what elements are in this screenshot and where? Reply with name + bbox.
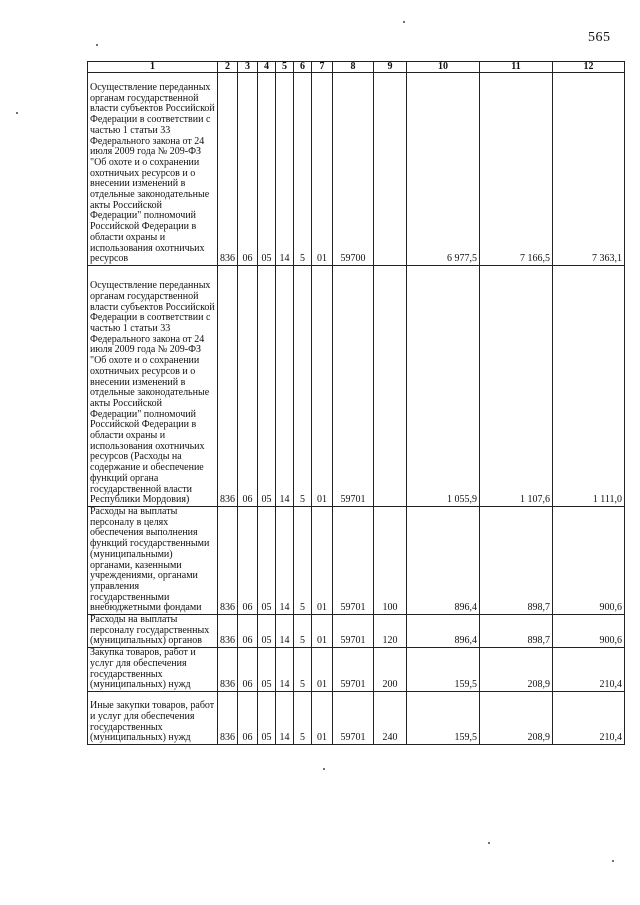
section-code: 06 — [238, 615, 258, 648]
scan-speck — [96, 44, 98, 46]
subsection-code: 05 — [258, 507, 276, 615]
section-code: 06 — [238, 648, 258, 692]
direction-code: 59701 — [333, 507, 374, 615]
subsection-code: 05 — [258, 615, 276, 648]
subprogram-code: 5 — [294, 691, 312, 744]
amount-col-11: 208,9 — [480, 691, 553, 744]
table-row — [88, 648, 625, 692]
section-code: 06 — [238, 691, 258, 744]
header-col-4: 4 — [258, 62, 276, 73]
subprogram-code: 5 — [294, 615, 312, 648]
subsection-code: 05 — [258, 73, 276, 266]
expense-type-code — [374, 73, 407, 266]
header-col-3: 3 — [238, 62, 258, 73]
amount-col-11: 898,7 — [480, 507, 553, 615]
header-row — [88, 62, 625, 73]
direction-code: 59701 — [333, 648, 374, 692]
table-body — [88, 73, 625, 745]
expense-name: Осуществление переданных органам государственной власти субъектов Российской Федерации в соответствии с частью 1 статьи 33 Федерального закона от 24 июля 2009 года № 209-ФЗ "Об охоте и о сохранении охотничьих ресурсов и о внесении изменений в отдельные законодательные акты Российской Федерации" полномочий Российской Федерации в области охраны и использования охотничьих ресурсов (Расходы на содержание и обеспечение функций органа государственной власти Республики Мордовия) — [88, 266, 218, 507]
expense-type-code: 200 — [374, 648, 407, 692]
amount-col-12: 210,4 — [553, 691, 625, 744]
table-row — [88, 691, 625, 744]
scan-speck — [16, 112, 18, 114]
header-col-8: 8 — [333, 62, 374, 73]
expense-type-code: 100 — [374, 507, 407, 615]
table-header — [88, 62, 625, 73]
amount-col-10: 159,5 — [407, 648, 480, 692]
amount-col-12: 210,4 — [553, 648, 625, 692]
direction-code: 59701 — [333, 615, 374, 648]
section-code: 06 — [238, 73, 258, 266]
program-code: 14 — [276, 691, 294, 744]
subprogram-code: 5 — [294, 648, 312, 692]
amount-col-10: 159,5 — [407, 691, 480, 744]
subprogram-code: 5 — [294, 507, 312, 615]
table-row — [88, 507, 625, 615]
event-code: 01 — [312, 615, 333, 648]
direction-code: 59701 — [333, 691, 374, 744]
scan-speck — [403, 21, 405, 23]
expense-type-code — [374, 266, 407, 507]
amount-col-10: 1 055,9 — [407, 266, 480, 507]
table-row — [88, 615, 625, 648]
expense-type-code: 240 — [374, 691, 407, 744]
expense-type-code: 120 — [374, 615, 407, 648]
page-number: 565 — [588, 30, 611, 45]
subprogram-code: 5 — [294, 266, 312, 507]
scan-speck — [612, 860, 614, 862]
event-code: 01 — [312, 691, 333, 744]
ministry-code: 836 — [218, 266, 238, 507]
program-code: 14 — [276, 266, 294, 507]
amount-col-12: 7 363,1 — [553, 73, 625, 266]
ministry-code: 836 — [218, 648, 238, 692]
header-col-11: 11 — [480, 62, 553, 73]
expense-name: Расходы на выплаты персоналу государственных (муниципальных) органов — [88, 615, 218, 648]
event-code: 01 — [312, 73, 333, 266]
amount-col-11: 7 166,5 — [480, 73, 553, 266]
subsection-code: 05 — [258, 691, 276, 744]
direction-code: 59701 — [333, 266, 374, 507]
event-code: 01 — [312, 648, 333, 692]
table-row — [88, 266, 625, 507]
scan-speck — [488, 842, 490, 844]
expense-name: Иные закупки товаров, работ и услуг для обеспечения государственных (муниципальных) нужд — [88, 691, 218, 744]
ministry-code: 836 — [218, 73, 238, 266]
expense-name: Закупка товаров, работ и услуг для обеспечения государственных (муниципальных) нужд — [88, 648, 218, 692]
header-col-2: 2 — [218, 62, 238, 73]
header-col-10: 10 — [407, 62, 480, 73]
amount-col-12: 1 111,0 — [553, 266, 625, 507]
program-code: 14 — [276, 507, 294, 615]
amount-col-10: 6 977,5 — [407, 73, 480, 266]
subsection-code: 05 — [258, 648, 276, 692]
amount-col-11: 208,9 — [480, 648, 553, 692]
amount-col-12: 900,6 — [553, 507, 625, 615]
amount-col-12: 900,6 — [553, 615, 625, 648]
table-row — [88, 73, 625, 266]
header-col-7: 7 — [312, 62, 333, 73]
subsection-code: 05 — [258, 266, 276, 507]
subprogram-code: 5 — [294, 73, 312, 266]
header-col-5: 5 — [276, 62, 294, 73]
ministry-code: 836 — [218, 615, 238, 648]
scan-speck — [323, 768, 325, 770]
budget-table — [87, 61, 625, 745]
section-code: 06 — [238, 507, 258, 615]
ministry-code: 836 — [218, 691, 238, 744]
header-col-1: 1 — [88, 62, 218, 73]
section-code: 06 — [238, 266, 258, 507]
ministry-code: 836 — [218, 507, 238, 615]
amount-col-10: 896,4 — [407, 507, 480, 615]
amount-col-10: 896,4 — [407, 615, 480, 648]
header-col-12: 12 — [553, 62, 625, 73]
header-col-9: 9 — [374, 62, 407, 73]
program-code: 14 — [276, 73, 294, 266]
event-code: 01 — [312, 507, 333, 615]
program-code: 14 — [276, 648, 294, 692]
amount-col-11: 1 107,6 — [480, 266, 553, 507]
event-code: 01 — [312, 266, 333, 507]
direction-code: 59700 — [333, 73, 374, 266]
expense-name: Расходы на выплаты персоналу в целях обеспечения выполнения функций государственными (муниципальными) органами, казенными учреждениями, органами управления государственными внебюджетными фондами — [88, 507, 218, 615]
amount-col-11: 898,7 — [480, 615, 553, 648]
expense-name: Осуществление переданных органам государственной власти субъектов Российской Федерации в соответствии с частью 1 статьи 33 Федерального закона от 24 июля 2009 года № 209-ФЗ "Об охоте и о сохранении охотничьих ресурсов и о внесении изменений в отдельные законодательные акты Российской Федерации" полномочий Российской Федерации в области охраны и использования охотничьих ресурсов — [88, 73, 218, 266]
header-col-6: 6 — [294, 62, 312, 73]
program-code: 14 — [276, 615, 294, 648]
